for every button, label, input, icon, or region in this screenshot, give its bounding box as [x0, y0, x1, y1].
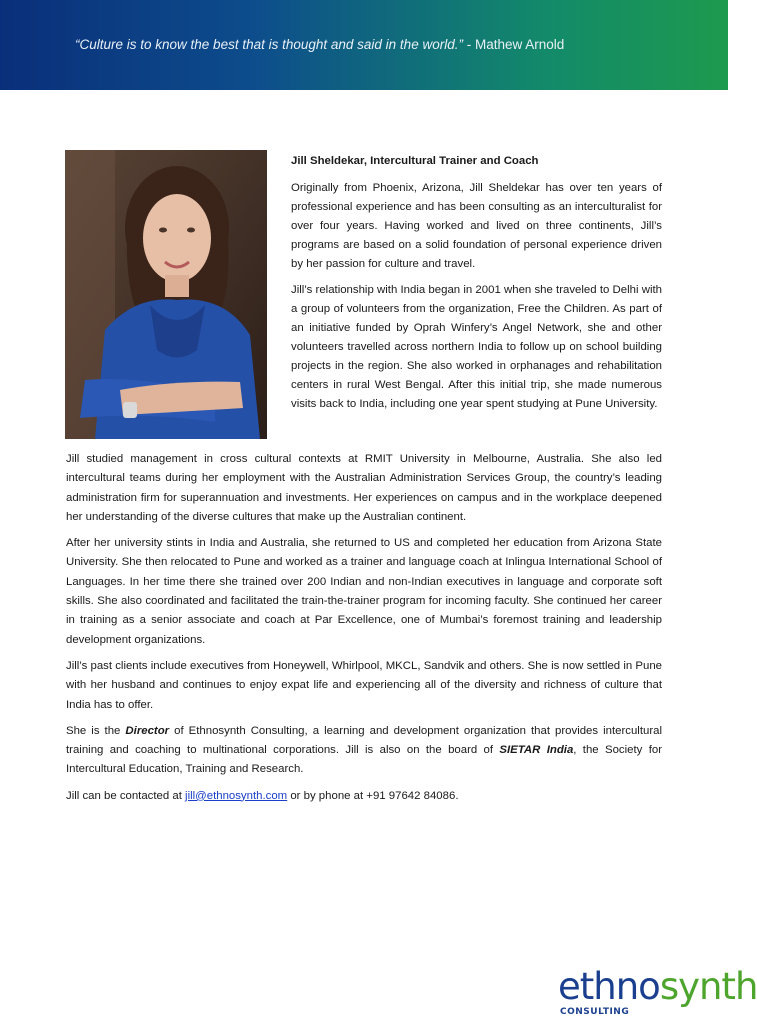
banner-quote — [75, 37, 564, 52]
email-link[interactable]: jill@ethnosynth.com — [185, 789, 288, 802]
intro-paragraph-2: Jill’s relationship with India began in 2001 when she traveled to Delhi with a group of volunteers from the organization, Free the Children. As part of an initiative funded by Oprah Winfery’s Angel Network, she and other volunteers travelled across northern India to follow up on school building projects in the region. She also worked in orphanages and rehabilitation centers in rural West Bengal. After this initial trip, she made numerous visits back to India, including one year spent studying at Pune University. — [291, 284, 662, 410]
logo-part-1: ethno — [558, 965, 660, 1008]
body-paragraph-contact — [66, 787, 662, 806]
body-paragraph-career: After her university stints in India and Australia, she returned to US and completed her education from Arizona State University. She then relocated to Pune and worked as a trainer and language coach at Inlingua International School of Languages. In her time there she trained over 200 Indian and non-Indian executives in language and corporate soft skills. She also coordinated and facilitated the train-the-trainer program for incoming faculty. She continued her career in training as a senior associate and coach at Par Excellence, one of Mumbai’s foremost training and leadership development organizations. — [66, 537, 662, 646]
role-text-post: , the Society for Intercultural Education, Training and Research. — [66, 744, 662, 776]
logo-part-2: synth — [659, 965, 757, 1008]
sietar-org: SIETAR India — [499, 744, 574, 757]
intro-section — [291, 152, 662, 421]
quote-attribution: - Mathew Arnold — [462, 37, 565, 52]
role-title: Director — [125, 724, 170, 737]
logo-tagline: CONSULTING — [560, 1007, 630, 1017]
portrait-photo — [65, 150, 267, 439]
role-text-mid: of Ethnosynth Consulting, a learning and development organization that provides intercultural training and coaching to multinational corporations. Jill is also on the board of — [66, 724, 662, 757]
header-banner — [0, 0, 728, 90]
contact-text-pre: Jill can be contacted at — [66, 789, 186, 802]
body-paragraph-clients: Jill’s past clients include executives from Honeywell, Whirlpool, MKCL, Sandvik and others. She is now settled in Pune with her husband and continues to enjoy expat life and experiencing all of the diversity and richness of culture that India has to offer. — [66, 659, 662, 711]
quote-text: “Culture is to know the best that is thought and said in the world.” — [75, 37, 463, 52]
logo-wordmark — [558, 965, 757, 1009]
profile-heading: Jill Sheldekar, Intercultural Trainer and Coach — [291, 155, 539, 167]
body-paragraph-education: Jill studied management in cross cultural contexts at RMIT University in Melbourne, Australia. She also led intercultural teams during her employment with the Australian Administration Services Group, the country’s leading administration firm for superannuation and investments. Her experiences on campus and in the workplace deepened her understanding of the diverse cultures that make up the Australian continent. — [66, 453, 662, 523]
contact-text-post: or by phone at +91 97642 84086. — [287, 789, 459, 802]
biography-body — [66, 450, 662, 813]
role-text-pre: She is the — [66, 724, 126, 737]
intro-paragraph-1: Originally from Phoenix, Arizona, Jill Sheldekar has over ten years of professional experience and has been consulting as an interculturalist for over four years. Having worked and lived on three continents, Jill’s programs are based on a solid foundation of personal experience driven by her passion for culture and travel. — [291, 182, 662, 270]
body-paragraph-role — [66, 722, 662, 780]
ethnosynth-logo — [558, 965, 757, 1020]
